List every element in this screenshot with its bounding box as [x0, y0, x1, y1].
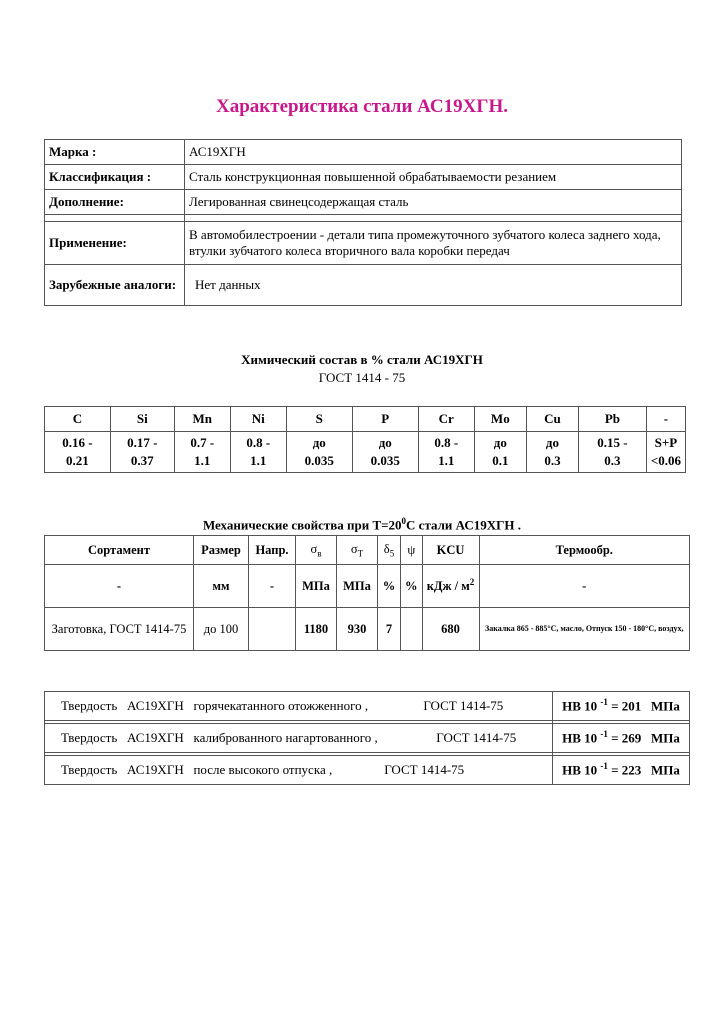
chemical-values-row — [45, 432, 686, 473]
chem-value-top: S+P — [654, 435, 678, 450]
mechanical-data-row — [45, 608, 690, 651]
chem-value-top: 0.8 - — [434, 435, 459, 450]
chem-header-cell: Ni — [230, 407, 286, 432]
chem-value-top: до — [378, 435, 392, 450]
addition-label: Дополнение: — [45, 190, 185, 215]
chem-value-cell — [230, 432, 286, 473]
unit-sigma-t: МПа — [337, 565, 378, 608]
chem-value-cell — [474, 432, 526, 473]
hardness-exp: -1 — [600, 697, 608, 708]
hardness-text: Твердость АС19ХГН калиброванного нагартованного , ГОСТ 1414-75 — [45, 724, 553, 753]
chem-header-cell: Cu — [526, 407, 578, 432]
chem-value-top: 0.8 - — [246, 435, 271, 450]
chem-value-bottom: 0.1 — [492, 453, 509, 468]
chemical-standard: ГОСТ 1414 - 75 — [318, 370, 406, 385]
mechanical-properties-table — [44, 535, 690, 651]
unit-size: мм — [194, 565, 249, 608]
addition-value: Легированная свинецсодержащая сталь — [185, 190, 682, 215]
header-psi: ψ — [401, 536, 423, 565]
mechanical-title-text: Механические свойства при Т=20 — [202, 517, 402, 533]
chem-value-bottom: <0.06 — [650, 453, 681, 468]
chem-value-top: 0.7 - — [190, 435, 215, 450]
chemical-title: Химический состав в % стали АС19ХГН — [241, 352, 483, 367]
spacer-row — [45, 215, 682, 222]
unit-kcu-text: кДж / м — [426, 579, 470, 594]
hardness-row — [45, 692, 690, 721]
chem-value-cell — [418, 432, 474, 473]
chemical-header-row — [45, 407, 686, 432]
chem-header-cell: Si — [110, 407, 174, 432]
chem-value-bottom: 0.21 — [66, 453, 89, 468]
mechanical-header-row — [45, 536, 690, 565]
chem-value-cell — [578, 432, 646, 473]
classification-row — [45, 165, 682, 190]
grade-value: АС19ХГН — [185, 140, 682, 165]
chem-value-cell — [110, 432, 174, 473]
delta-sub: 5 — [389, 548, 395, 559]
unit-psi: % — [401, 565, 423, 608]
hardness-row — [45, 756, 690, 785]
unit-kcu — [422, 565, 479, 608]
row-delta: 7 — [378, 608, 401, 651]
hardness-table — [44, 691, 690, 785]
header-size: Размер — [194, 536, 249, 565]
row-psi — [401, 608, 423, 651]
chem-header-cell: S — [286, 407, 352, 432]
chem-value-top: 0.15 - — [597, 435, 628, 450]
chem-value-top: до — [493, 435, 507, 450]
chem-header-cell: C — [45, 407, 111, 432]
hardness-number: = 269 МПа — [607, 730, 680, 746]
chem-value-cell — [174, 432, 230, 473]
mechanical-title-suffix: С стали АС19ХГН . — [406, 517, 522, 533]
hardness-hb: НВ 10 — [562, 730, 598, 746]
unit-assortment: - — [45, 565, 194, 608]
unit-heat-treatment: - — [479, 565, 690, 608]
chem-value-cell — [352, 432, 418, 473]
header-sigma-t — [337, 536, 378, 565]
chem-value-bottom: 1.1 — [438, 453, 455, 468]
delta-symbol: δ — [383, 541, 390, 556]
chem-header-cell: Pb — [578, 407, 646, 432]
application-row — [45, 222, 682, 265]
chem-value-bottom: 0.3 — [544, 453, 561, 468]
analogs-label: Зарубежные аналоги: — [45, 265, 185, 306]
sigma-t-symbol: σ — [350, 541, 358, 556]
hardness-exp: -1 — [600, 729, 608, 740]
chem-value-bottom: 0.3 — [604, 453, 621, 468]
sigma-t-sub: T — [357, 548, 364, 559]
row-direction — [249, 608, 296, 651]
chem-value-bottom: 1.1 — [194, 453, 211, 468]
chem-value-cell — [45, 432, 111, 473]
hardness-row — [45, 724, 690, 753]
degree-sup: 0 — [401, 516, 407, 526]
hardness-value — [553, 692, 690, 721]
hardness-number: = 223 МПа — [607, 762, 680, 778]
chem-value-top: до — [312, 435, 326, 450]
unit-kcu-sup: 2 — [469, 577, 475, 588]
chem-value-bottom: 0.37 — [130, 453, 154, 468]
unit-direction: - — [249, 565, 296, 608]
chem-value-top: 0.17 - — [127, 435, 158, 450]
grade-label: Марка : — [45, 140, 185, 165]
header-delta — [378, 536, 401, 565]
analogs-value: Нет данных — [185, 265, 682, 306]
hardness-number: = 201 МПа — [607, 698, 680, 714]
hardness-text: Твердость АС19ХГН горячекатанного отожженного , ГОСТ 1414-75 — [45, 692, 553, 721]
chem-header-cell: - — [646, 407, 685, 432]
chem-value-cell — [286, 432, 352, 473]
mechanical-title — [0, 516, 724, 533]
chem-value-cell — [646, 432, 685, 473]
classification-label: Классификация : — [45, 165, 185, 190]
grade-row — [45, 140, 682, 165]
row-sigma-b: 1180 — [296, 608, 337, 651]
chem-header-cell: Mo — [474, 407, 526, 432]
general-info-table — [44, 139, 682, 306]
sigma-b-sub: в — [317, 548, 322, 559]
page-title: Характеристика стали АС19ХГН. — [216, 96, 508, 117]
hardness-hb: НВ 10 — [562, 698, 598, 714]
header-direction: Напр. — [249, 536, 296, 565]
chem-value-bottom: 0.035 — [304, 453, 334, 468]
header-kcu: KCU — [422, 536, 479, 565]
chem-header-cell: P — [352, 407, 418, 432]
chem-value-bottom: 0.035 — [370, 453, 400, 468]
row-size: до 100 — [194, 608, 249, 651]
row-sigma-t: 930 — [337, 608, 378, 651]
hardness-value — [553, 756, 690, 785]
addition-row — [45, 190, 682, 215]
analogs-row — [45, 265, 682, 306]
hardness-exp: -1 — [600, 761, 608, 772]
row-heat-treatment: Закалка 865 - 885°С, масло, Отпуск 150 - 180°С, воздух, — [479, 608, 690, 651]
chem-value-cell — [526, 432, 578, 473]
row-kcu: 680 — [422, 608, 479, 651]
chem-header-cell: Mn — [174, 407, 230, 432]
header-heat-treatment: Термообр. — [479, 536, 690, 565]
hardness-text: Твердость АС19ХГН после высокого отпуска , ГОСТ 1414-75 — [45, 756, 553, 785]
chem-value-top: до — [545, 435, 559, 450]
header-sigma-b — [296, 536, 337, 565]
header-assortment: Сортамент — [45, 536, 194, 565]
chemical-composition-table — [44, 406, 686, 473]
row-assortment: Заготовка, ГОСТ 1414-75 — [45, 608, 194, 651]
mechanical-units-row — [45, 565, 690, 608]
application-value: В автомобилестроении - детали типа промежуточного зубчатого колеса заднего хода, втулки зубчатого колеса вторичного вала коробки передач — [185, 222, 682, 265]
unit-delta: % — [378, 565, 401, 608]
classification-value: Сталь конструкционная повышенной обрабатываемости резанием — [185, 165, 682, 190]
hardness-hb: НВ 10 — [562, 762, 598, 778]
chem-header-cell: Cr — [418, 407, 474, 432]
unit-sigma-b: МПа — [296, 565, 337, 608]
sigma-b-symbol: σ — [310, 541, 318, 556]
application-label: Применение: — [45, 222, 185, 265]
hardness-value — [553, 724, 690, 753]
chem-value-bottom: 1.1 — [250, 453, 267, 468]
chem-value-top: 0.16 - — [62, 435, 93, 450]
